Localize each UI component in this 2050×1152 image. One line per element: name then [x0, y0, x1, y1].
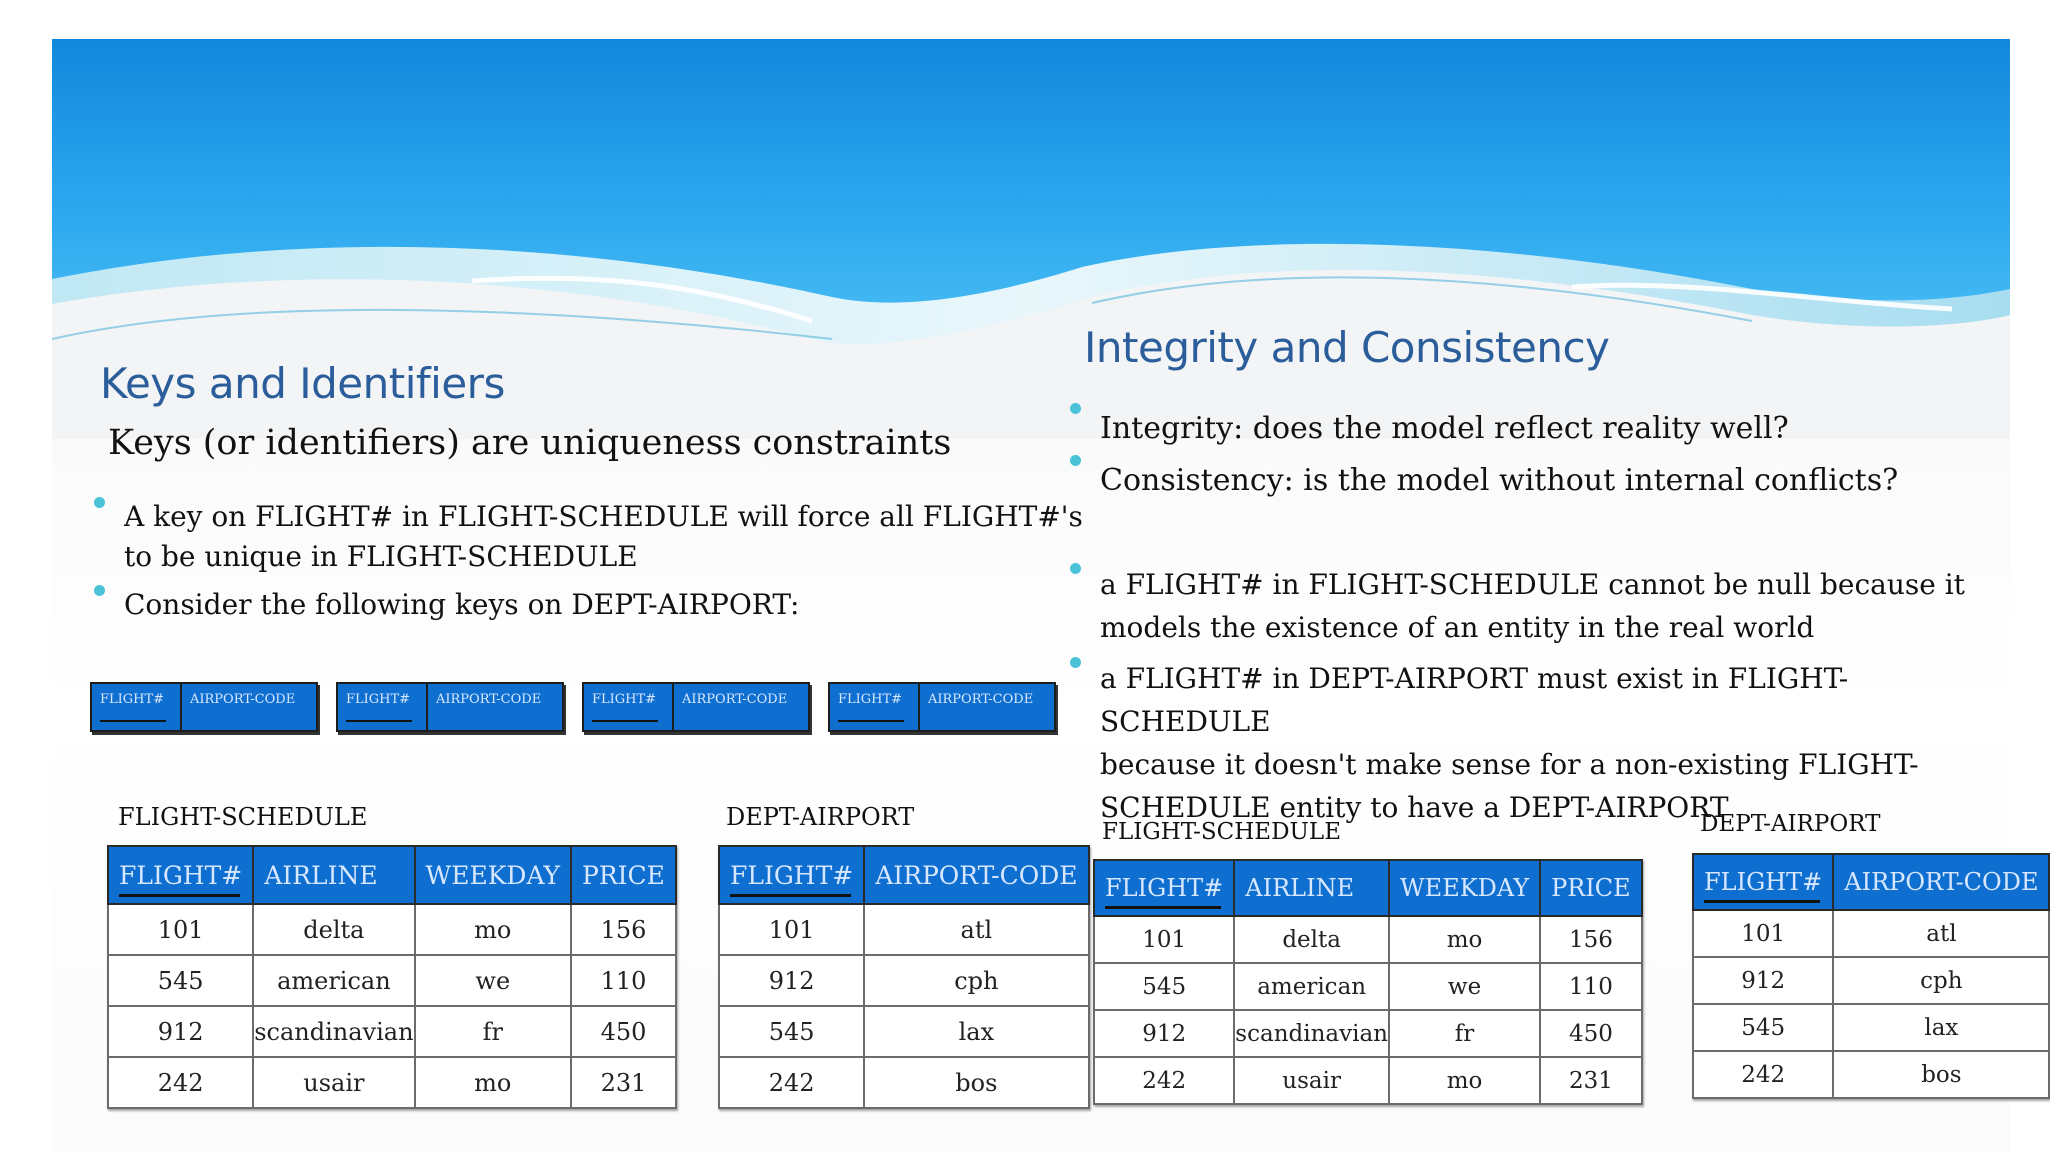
table-header-cell: AIRLINE [253, 846, 414, 904]
right-top-bullet-list [1070, 403, 2000, 507]
table-header-cell: WEEKDAY [1389, 860, 1540, 916]
slide [52, 39, 2039, 1152]
table-header-cell: AIRPORT-CODE [864, 846, 1088, 904]
table-row [719, 904, 1089, 955]
table-cell: mo [415, 904, 571, 955]
table-cell: usair [1234, 1057, 1389, 1104]
table-header-cell: FLIGHT# [1094, 860, 1234, 916]
table-row [1693, 1004, 2049, 1051]
left-bullet-text: Consider the following keys on DEPT-AIRPORT: [124, 588, 800, 621]
table-cell: we [1389, 963, 1540, 1010]
table-header-cell: AIRPORT-CODE [1833, 854, 2049, 910]
table-row [1094, 963, 1642, 1010]
table-row [1094, 1057, 1642, 1104]
table-cell: 101 [1094, 916, 1234, 963]
table-row [719, 955, 1089, 1006]
table-row [1094, 916, 1642, 963]
table-header-row [719, 846, 1089, 904]
right-bullet-text: Consistency: is the model without internal conflicts? [1100, 463, 1899, 498]
right-bottom-bullet-list [1070, 563, 2000, 829]
table-cell: scandinavian [1234, 1010, 1389, 1057]
table-cell: fr [1389, 1010, 1540, 1057]
table-cell: 545 [719, 1006, 864, 1057]
left-dept-airport-caption: DEPT-AIRPORT [726, 803, 915, 831]
key-variants-row [90, 682, 1056, 732]
table-header-cell: FLIGHT# [108, 846, 253, 904]
table-cell: cph [1833, 957, 2049, 1004]
table-header-cell: PRICE [1540, 860, 1642, 916]
table-cell: 101 [1693, 910, 1833, 957]
right-dept-airport-table [1692, 853, 2050, 1099]
table-cell: delta [1234, 916, 1389, 963]
right-bullet-item [1070, 403, 2000, 455]
table-row [719, 1006, 1089, 1057]
key-box-col1: FLIGHT# [92, 684, 182, 730]
table-cell: 912 [108, 1006, 253, 1057]
table-cell: 101 [719, 904, 864, 955]
right-slide-title: Integrity and Consistency [1084, 323, 1610, 372]
table-cell: delta [253, 904, 414, 955]
table-cell: bos [864, 1057, 1088, 1108]
table-cell: american [253, 955, 414, 1006]
table-header-row [108, 846, 676, 904]
table-cell: 110 [571, 955, 676, 1006]
table-header-cell: PRICE [571, 846, 676, 904]
left-flight-schedule-table [107, 845, 677, 1109]
key-box-col1: FLIGHT# [584, 684, 674, 730]
table-cell: we [415, 955, 571, 1006]
table-cell: american [1234, 963, 1389, 1010]
key-box [90, 682, 318, 732]
table-cell: 242 [108, 1057, 253, 1108]
key-box-col2: AIRPORT-CODE [436, 692, 542, 707]
key-box-col1: FLIGHT# [338, 684, 428, 730]
table-cell: mo [1389, 916, 1540, 963]
table-header-cell: AIRLINE [1234, 860, 1389, 916]
right-dept-airport-caption: DEPT-AIRPORT [1700, 811, 1881, 837]
table-cell: 450 [1540, 1010, 1642, 1057]
table-cell: 101 [108, 904, 253, 955]
right-bullet-line: SCHEDULE entity to have a DEPT-AIRPORT [1100, 791, 1729, 824]
right-bullet-text: Integrity: does the model reflect reality well? [1100, 411, 1789, 446]
table-header-row [1693, 854, 2049, 910]
table-cell: usair [253, 1057, 414, 1108]
table-cell: cph [864, 955, 1088, 1006]
table-row [1094, 1010, 1642, 1057]
table-cell: 912 [719, 955, 864, 1006]
left-bullet-text: A key on FLIGHT# in FLIGHT-SCHEDULE will force all FLIGHT#'s to be unique in FLIGHT-SCHEDULE [124, 500, 1083, 573]
right-bullet-item [1070, 455, 2000, 507]
table-header-row [1094, 860, 1642, 916]
table-cell: 242 [1693, 1051, 1833, 1098]
table-cell: 156 [571, 904, 676, 955]
left-slide-title: Keys and Identifiers [100, 359, 505, 408]
key-box [582, 682, 810, 732]
key-box-col2: AIRPORT-CODE [682, 692, 788, 707]
table-row [719, 1057, 1089, 1108]
table-cell: atl [864, 904, 1088, 955]
table-cell: 242 [1094, 1057, 1234, 1104]
table-cell: 912 [1094, 1010, 1234, 1057]
left-bullet-list [94, 497, 1104, 625]
left-bullet-item [94, 585, 1104, 625]
table-header-cell: FLIGHT# [719, 846, 864, 904]
table-cell: 545 [108, 955, 253, 1006]
table-row [1693, 957, 2049, 1004]
table-cell: 231 [571, 1057, 676, 1108]
left-flight-schedule-caption: FLIGHT-SCHEDULE [118, 803, 368, 831]
right-flight-schedule-caption: FLIGHT-SCHEDULE [1102, 819, 1341, 845]
key-box [828, 682, 1056, 732]
table-cell: fr [415, 1006, 571, 1057]
left-slide-subtitle: Keys (or identifiers) are uniqueness constraints [108, 423, 952, 463]
right-flight-schedule-table [1093, 859, 1643, 1105]
table-row [108, 1057, 676, 1108]
table-cell: mo [1389, 1057, 1540, 1104]
table-cell: lax [1833, 1004, 2049, 1051]
table-cell: mo [415, 1057, 571, 1108]
table-row [108, 904, 676, 955]
table-header-cell: FLIGHT# [1693, 854, 1833, 910]
right-bullet-line: models the existence of an entity in the real world [1100, 611, 1815, 644]
key-box-col2: AIRPORT-CODE [928, 692, 1034, 707]
table-cell: 545 [1094, 963, 1234, 1010]
right-bullet-item [1070, 657, 2000, 829]
left-dept-airport-table [718, 845, 1090, 1109]
key-box-col2: AIRPORT-CODE [190, 692, 296, 707]
key-box-col1: FLIGHT# [830, 684, 920, 730]
table-cell: 110 [1540, 963, 1642, 1010]
table-row [1693, 910, 2049, 957]
table-cell: 450 [571, 1006, 676, 1057]
right-bullet-line: a FLIGHT# in DEPT-AIRPORT must exist in FLIGHT-SCHEDULE [1100, 662, 1849, 738]
table-cell: atl [1833, 910, 2049, 957]
table-row [1693, 1051, 2049, 1098]
table-row [108, 955, 676, 1006]
table-cell: 912 [1693, 957, 1833, 1004]
table-cell: 156 [1540, 916, 1642, 963]
table-cell: lax [864, 1006, 1088, 1057]
key-box [336, 682, 564, 732]
table-row [108, 1006, 676, 1057]
right-bullet-line: a FLIGHT# in FLIGHT-SCHEDULE cannot be null because it [1100, 568, 1965, 601]
table-cell: 231 [1540, 1057, 1642, 1104]
table-cell: scandinavian [253, 1006, 414, 1057]
table-cell: 242 [719, 1057, 864, 1108]
left-bullet-item [94, 497, 1104, 577]
table-cell: bos [1833, 1051, 2049, 1098]
table-header-cell: WEEKDAY [415, 846, 571, 904]
table-cell: 545 [1693, 1004, 1833, 1051]
right-bullet-item [1070, 563, 2000, 649]
right-bullet-line: because it doesn't make sense for a non-existing FLIGHT- [1100, 748, 1919, 781]
